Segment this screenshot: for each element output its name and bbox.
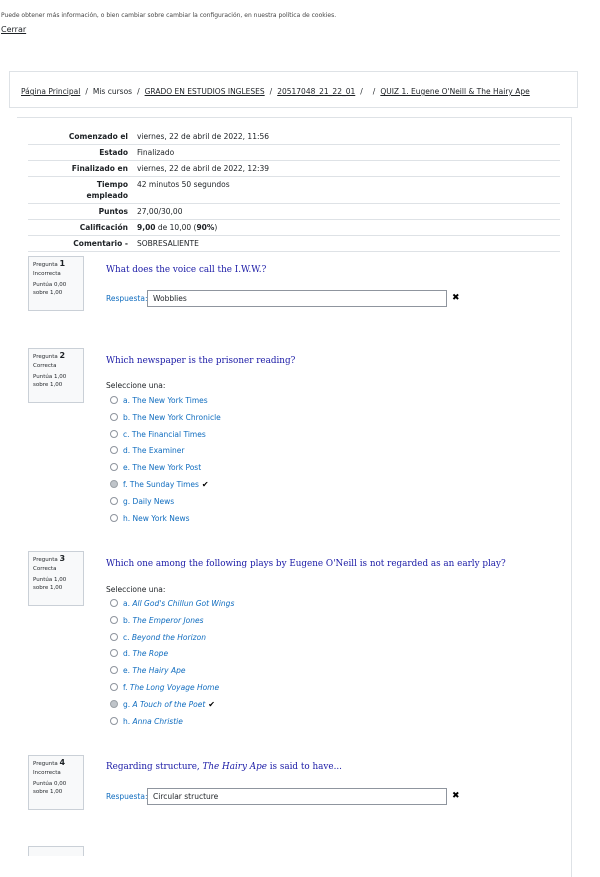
option-g[interactable]: g. Daily News [110,497,174,508]
summary-label: Comentario - [28,236,133,252]
breadcrumb-course-code[interactable]: 20517048_21_22_01 [277,87,356,96]
question-state: Incorrecta [33,770,61,776]
option-b[interactable]: b. The New York Chronicle [110,413,221,424]
summary-value: viernes, 22 de abril de 2022, 11:56 [133,129,560,145]
correct-check-icon: ✔ [201,480,209,489]
answer-label: Respuesta: [106,294,148,303]
summary-label: Finalizado en [28,161,133,177]
incorrect-icon: ✖ [452,293,460,303]
radio-button[interactable] [110,633,118,641]
question-state: Incorrecta [33,271,61,277]
question-state: Correcta [33,566,57,572]
question-state: Correcta [33,363,57,369]
option-h[interactable]: h. New York News [110,514,190,525]
radio-button[interactable] [110,430,118,438]
close-notice-link[interactable]: Cerrar [1,25,27,34]
grade-close: ) [214,223,218,232]
question-info-3 [28,551,84,606]
option-c[interactable]: c. Beyond the Horizon [110,633,206,644]
summary-label: Calificación [28,220,133,236]
radio-button[interactable] [110,413,118,421]
summary-label: Tiempo empleado [28,177,133,204]
radio-button[interactable] [110,514,118,522]
question-number: Pregunta 4 [33,758,66,767]
breadcrumb: Página Principal / Mis cursos / GRADO EN ESTUDIOS INGLESES / 20517048_21_22_01 / / QUIZ 1. Eugene O'Neill & The Hairy Ape [21,87,530,96]
summary-label: Puntos [28,204,133,220]
correct-check-icon: ✔ [208,700,215,709]
option-e[interactable]: e. The New York Post [110,463,201,474]
answer-field[interactable]: Circular structure [147,788,447,805]
option-g[interactable]: g. A Touch of the Poet ✔ [110,700,215,711]
summary-row-marks [28,204,560,220]
option-e[interactable]: e. The Hairy Ape [110,666,185,677]
question-info-2 [28,348,84,403]
question-grade: Puntúa 1,00 sobre 1,00 [33,577,67,591]
select-one-prompt: Seleccione una: [106,381,166,390]
radio-button-selected[interactable] [110,480,118,488]
breadcrumb-quiz[interactable]: QUIZ 1. Eugene O'Neill & The Hairy Ape [380,87,530,96]
option-a[interactable]: a. The New York Times [110,396,208,407]
page-header [9,71,578,108]
radio-button[interactable] [110,497,118,505]
summary-value [133,220,560,236]
option-h[interactable]: h. Anna Christie [110,717,183,728]
summary-row-grade [28,220,560,236]
radio-button[interactable] [110,463,118,471]
grade-value: 9,00 [137,223,156,232]
radio-button[interactable] [110,616,118,624]
question-info-1 [28,256,84,311]
question-text-2: Which newspaper is the prisoner reading? [106,356,296,366]
radio-button[interactable] [110,446,118,454]
incorrect-icon: ✖ [452,791,460,801]
radio-button[interactable] [110,717,118,725]
summary-row-finished [28,161,560,177]
summary-value: SOBRESALIENTE [133,236,560,252]
cookie-notice-text: Puede obtener más información, o bien cambiar sobre cambiar la configuración, en nuestra política de cookies. [1,12,337,19]
question-number: Pregunta 2 [33,351,66,360]
radio-button[interactable] [110,599,118,607]
question-grade: Puntúa 1,00 sobre 1,00 [33,374,67,388]
summary-label: Comenzado el [28,129,133,145]
question-grade: Puntúa 0,00 sobre 1,00 [33,282,67,296]
question-text-4: Regarding structure, The Hairy Ape is said to have... [106,762,342,772]
summary-value: 27,00/30,00 [133,204,560,220]
question-number: Pregunta 3 [33,554,66,563]
question-info-4 [28,755,84,810]
summary-row-feedback [28,236,560,252]
answer-field[interactable]: Wobblies [147,290,447,307]
question-number: Pregunta 1 [33,259,66,268]
option-f[interactable]: f. The Long Voyage Home [110,683,219,694]
select-one-prompt: Seleccione una: [106,585,166,594]
summary-label: Estado [28,145,133,161]
grade-percent: 90% [196,223,215,232]
option-d[interactable]: d. The Examiner [110,446,185,457]
summary-value: viernes, 22 de abril de 2022, 12:39 [133,161,560,177]
radio-button[interactable] [110,666,118,674]
question-text-3: Which one among the following plays by Eugene O'Neill is not regarded as an early play? [106,559,506,569]
breadcrumb-course[interactable]: GRADO EN ESTUDIOS INGLESES [144,87,265,96]
answer-label: Respuesta: [106,792,148,801]
question-grade: Puntúa 0,00 sobre 1,00 [33,781,67,795]
option-c[interactable]: c. The Financial Times [110,430,206,441]
summary-row-time-taken [28,177,560,204]
option-b[interactable]: b. The Emperor Jones [110,616,204,627]
attempt-summary-table [28,129,560,252]
question-text-1: What does the voice call the I.W.W.? [106,265,267,275]
breadcrumb-my-courses: Mis cursos [92,87,133,96]
option-d[interactable]: d. The Rope [110,649,168,660]
radio-button[interactable] [110,396,118,404]
radio-button[interactable] [110,649,118,657]
summary-row-started [28,129,560,145]
option-a[interactable]: a. All God's Chillun Got Wings [110,599,234,610]
radio-button[interactable] [110,683,118,691]
summary-value: Finalizado [133,145,560,161]
grade-out-of: de 10,00 ( [155,223,197,232]
summary-value: 42 minutos 50 segundos [133,177,560,204]
breadcrumb-home[interactable]: Página Principal [21,87,81,96]
summary-row-state [28,145,560,161]
radio-button-selected[interactable] [110,700,118,708]
option-f[interactable]: f. The Sunday Times ✔ [110,480,209,491]
